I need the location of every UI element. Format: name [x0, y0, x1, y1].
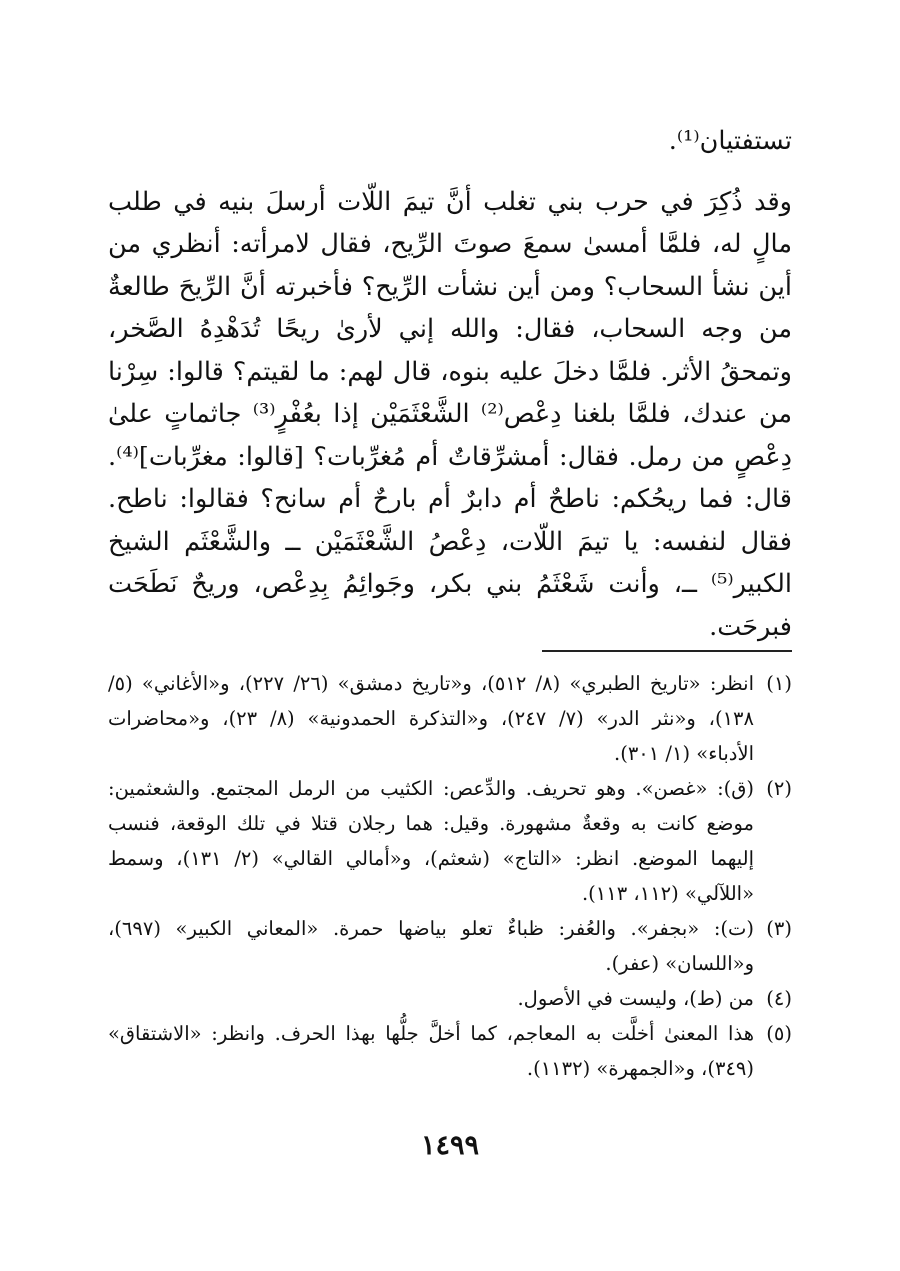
footnote-item	[108, 981, 792, 1016]
footnote-number: (٥)	[766, 1022, 792, 1045]
page-number: ١٤٩٩	[420, 1130, 479, 1161]
footnote-text: انظر: «تاريخ الطبري» (٨/ ٥١٢)، و«تاريخ دمشق» (٢٦/ ٢٢٧)، و«الأغاني» (٥/ ١٣٨)، و«نثر الدر» (٧/ ٢٤٧)، و«التذكرة الحمدونية» (٨/ ٢٣)، و«محاضرات الأدباء» (١/ ٣٠١).	[108, 672, 754, 765]
footnote-item	[108, 1016, 792, 1086]
footnote-text: (ت): «بجفر». والعُفر: ظباءٌ تعلو بياضها حمرة. «المعاني الكبير» (٦٩٧)، و«اللسان» (عفر).	[108, 917, 754, 975]
continuation-line: تستفتيان⁽¹⁾.	[668, 126, 792, 156]
footnote-text: من (ط)، وليست في الأصول.	[517, 987, 754, 1010]
footnote-number: (٢)	[766, 777, 792, 800]
footnote-text: هذا المعنىٰ أخلَّت به المعاجم، كما أخلَّ جلُّها بهذا الحرف. وانظر: «الاشتقاق» (٣٤٩)، و«الجمهرة» (١١٣٢).	[108, 1022, 754, 1080]
main-paragraph: وقد ذُكِرَ في حرب بني تغلب أنَّ تيمَ اللّات أرسلَ بنيه في طلب مالٍ له، فلمَّا أمسىٰ سمعَ صوتَ الرِّيح، فقال لامرأته: أنظري من أين نشأ السحاب؟ ومن أين نشأت الرِّيح؟ فأخبرته أنَّ الرِّيحَ طالعةٌ من وجه السحاب، فقال: والله إني لأرىٰ ريحًا تُدَهْدِهُ الصَّخر، وتمحقُ الأثر. فلمَّا دخلَ عليه بنوه، قال لهم: ما لقيتم؟ قالوا: سِرْنا من عندك، فلمَّا بلغنا دِعْص⁽²⁾ الشَّعْثَمَيْن إذا بعُفْرٍ⁽³⁾ جاثماتٍ علىٰ دِعْصٍ من رمل. فقال: أمشرِّقاتٌ أم مُغرِّبات؟ [قالوا: مغرِّبات]⁽⁴⁾. قال: فما ريحُكم: ناطحٌ أم دابرٌ أم بارحٌ أم سانح؟ فقالوا: ناطح. فقال لنفسه: يا تيمَ اللّات، دِعْصُ الشَّعْثَمَيْن ــ والشَّعْثَم الشيخ الكبير⁽⁵⁾ ــ، وأنت شَعْثَمُ بني بكر، وجَوائِمُ بِدِعْص، وريحٌ نَطَحَت فبرحَت.	[108, 186, 792, 642]
footnote-number: (١)	[766, 672, 792, 695]
main-text	[108, 120, 792, 648]
footnote-item	[108, 911, 792, 981]
footnote-number: (٣)	[766, 917, 792, 940]
footnote-item	[108, 771, 792, 911]
footnote-separator	[542, 650, 792, 652]
footnote-item	[108, 666, 792, 771]
footnotes	[108, 666, 792, 1086]
footnote-number: (٤)	[766, 987, 792, 1010]
footnote-text: (ق): «غصن». وهو تحريف. والدِّعص: الكثيب من الرمل المجتمع. والشعثمين: موضع كانت به وقعةٌ مشهورة. وقيل: هما رجلان قتلا في تلك الوقعة، فنسب إليهما الموضع. انظر: «التاج» (شعثم)، و«أمالي القالي» (٢/ ١٣١)، وسمط «اللآلي» (١١٢، ١١٣).	[108, 777, 755, 905]
